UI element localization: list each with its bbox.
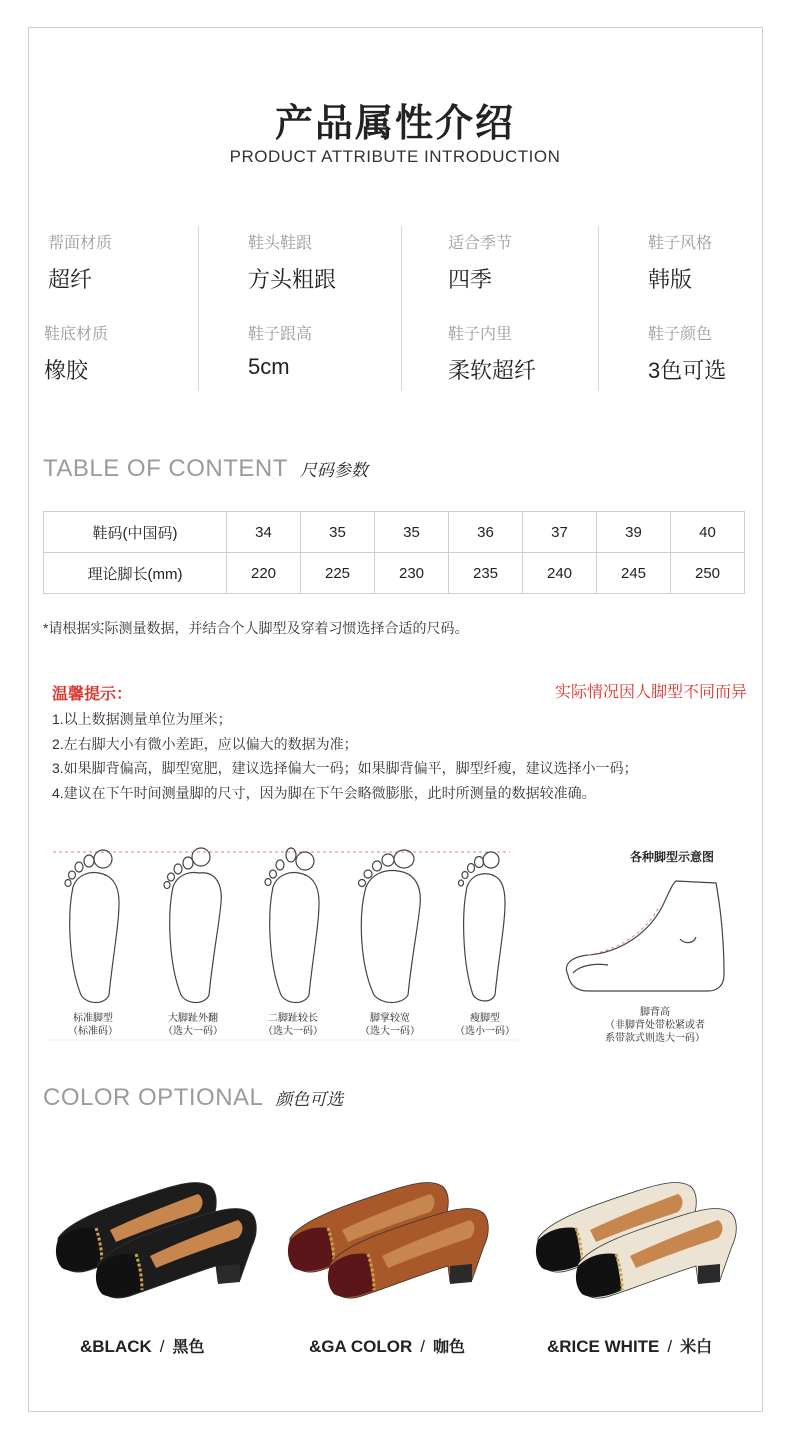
table-cell: 250 (671, 553, 745, 594)
page-title: 产品属性介绍 (274, 103, 515, 145)
size-table (43, 511, 745, 594)
row-header: 理论脚长(mm) (44, 553, 227, 594)
color-section-title-cn: 颜色可选 (275, 1090, 344, 1109)
separator: / (667, 1337, 673, 1356)
size-section-title-en: TABLE OF CONTENT (43, 455, 288, 482)
list-item: 2.左右脚大小有微小差距，应以偏大的数据为准； (52, 735, 358, 752)
attribute-item (48, 230, 238, 294)
color-option-label[interactable] (80, 1334, 205, 1357)
tips-title: 温馨提示： (52, 686, 133, 703)
attribute-grid (28, 220, 763, 395)
table-cell: 35 (301, 512, 375, 553)
attribute-item (248, 230, 438, 294)
color-section-title-en: COLOR OPTIONAL (43, 1084, 264, 1111)
table-cell: 245 (597, 553, 671, 594)
attribute-label: 鞋底材质 (44, 326, 109, 343)
foot-outline-wide (359, 850, 421, 1003)
foot-side-view (566, 881, 724, 991)
instep-marker (588, 905, 660, 955)
color-section-heading (43, 1084, 343, 1112)
size-section-title-cn: 尺码参数 (299, 461, 368, 480)
list-item: 3.如果脚背偏高，脚型宽肥，建议选择偏大一码；如果脚背偏平，脚型纤瘦，建议选择小一码； (52, 760, 638, 776)
tips-list (52, 707, 638, 805)
caption-line: （非脚背处带松紧或者 (605, 1020, 705, 1031)
attribute-label: 帮面材质 (48, 235, 113, 252)
color-name-cn: 黑色 (172, 1339, 205, 1356)
table-cell: 235 (449, 553, 523, 594)
foot-type-advice: （选大一码） (163, 1026, 223, 1037)
attribute-item (448, 230, 638, 294)
foot-type-advice: （选小一码） (455, 1026, 515, 1037)
table-cell: 225 (301, 553, 375, 594)
foot-type-name: 脚掌较宽 (370, 1013, 410, 1024)
color-name-en: &RICE WHITE (547, 1337, 660, 1356)
attribute-item (448, 321, 638, 385)
table-cell: 220 (227, 553, 301, 594)
color-name-en: &BLACK (80, 1337, 152, 1356)
color-name-cn: 米白 (680, 1339, 713, 1356)
attribute-label: 适合季节 (448, 235, 513, 252)
color-name-cn: 咖色 (433, 1339, 466, 1356)
caption-line: 脚背高 (640, 1007, 670, 1018)
foot-diagram-title: 各种脚型示意图 (630, 850, 715, 864)
table-cell: 39 (597, 512, 671, 553)
attribute-value: 橡胶 (44, 358, 89, 383)
shoe-image-rice-white (530, 1160, 740, 1310)
table-cell: 35 (375, 512, 449, 553)
foot-type-advice: （标准码） (68, 1026, 118, 1037)
foot-type-name: 二脚趾较长 (268, 1013, 318, 1024)
attribute-label: 鞋子跟高 (248, 326, 313, 343)
foot-type-caption (440, 1012, 530, 1038)
color-name-en: &GA COLOR (309, 1337, 413, 1356)
table-row (44, 512, 745, 553)
foot-type-advice: （选大一码） (360, 1026, 420, 1037)
foot-type-caption (248, 1012, 338, 1038)
size-section-heading (43, 455, 368, 483)
foot-outline-long-second-toe (265, 848, 319, 1003)
foot-diagram-caption (590, 1006, 720, 1045)
attribute-value: 柔软超纤 (448, 358, 537, 383)
attribute-item (648, 321, 790, 385)
row-header: 鞋码(中国码) (44, 512, 227, 553)
attribute-item (648, 230, 790, 294)
table-cell: 230 (375, 553, 449, 594)
size-note: *请根据实际测量数据，并结合个人脚型及穿着习惯选择合适的尺码。 (43, 620, 469, 636)
foot-type-caption (345, 1012, 435, 1038)
page-subtitle: PRODUCT ATTRIBUTE INTRODUCTION (229, 147, 561, 166)
attribute-item (248, 321, 438, 380)
foot-type-caption (48, 1012, 138, 1038)
table-cell: 37 (523, 512, 597, 553)
foot-type-name: 标准脚型 (73, 1013, 113, 1024)
color-option-label[interactable] (309, 1334, 465, 1357)
attribute-value: 方头粗跟 (248, 267, 337, 292)
tips-right-note: 实际情况因人脚型不同而异 (554, 684, 747, 701)
attribute-item (44, 321, 234, 385)
table-cell: 240 (523, 553, 597, 594)
attribute-value: 5cm (248, 354, 290, 379)
attribute-value: 超纤 (48, 267, 93, 292)
attribute-label: 鞋子颜色 (648, 326, 713, 343)
attribute-label: 鞋子内里 (448, 326, 513, 343)
foot-type-name: 瘦脚型 (470, 1013, 500, 1024)
table-cell: 34 (227, 512, 301, 553)
attribute-label: 鞋头鞋跟 (248, 235, 313, 252)
foot-outline-standard (65, 850, 119, 1003)
shoe-image-coffee (282, 1160, 492, 1310)
foot-type-caption (148, 1012, 238, 1038)
foot-type-name: 大脚趾外翻 (168, 1013, 218, 1024)
table-cell: 40 (671, 512, 745, 553)
caption-line: 系带款式则选大一码） (605, 1033, 705, 1044)
table-cell: 36 (449, 512, 523, 553)
attribute-value: 3色可选 (648, 358, 727, 383)
table-row (44, 553, 745, 594)
foot-outline-bunion (164, 848, 221, 1003)
separator: / (420, 1337, 425, 1356)
shoe-image-black (50, 1160, 260, 1310)
foot-outline-narrow (459, 852, 506, 1001)
list-item: 1.以上数据测量单位为厘米； (52, 711, 232, 727)
attribute-value: 四季 (448, 267, 493, 292)
attribute-value: 韩版 (648, 267, 693, 292)
list-item: 4.建议在下午时间测量脚的尺寸，因为脚在下午会略微膨胀，此时所测量的数据较准确。 (52, 784, 596, 801)
color-option-label[interactable] (547, 1334, 712, 1357)
foot-type-advice: （选大一码） (263, 1026, 323, 1037)
separator: / (159, 1337, 165, 1356)
attribute-label: 鞋子风格 (648, 235, 713, 252)
